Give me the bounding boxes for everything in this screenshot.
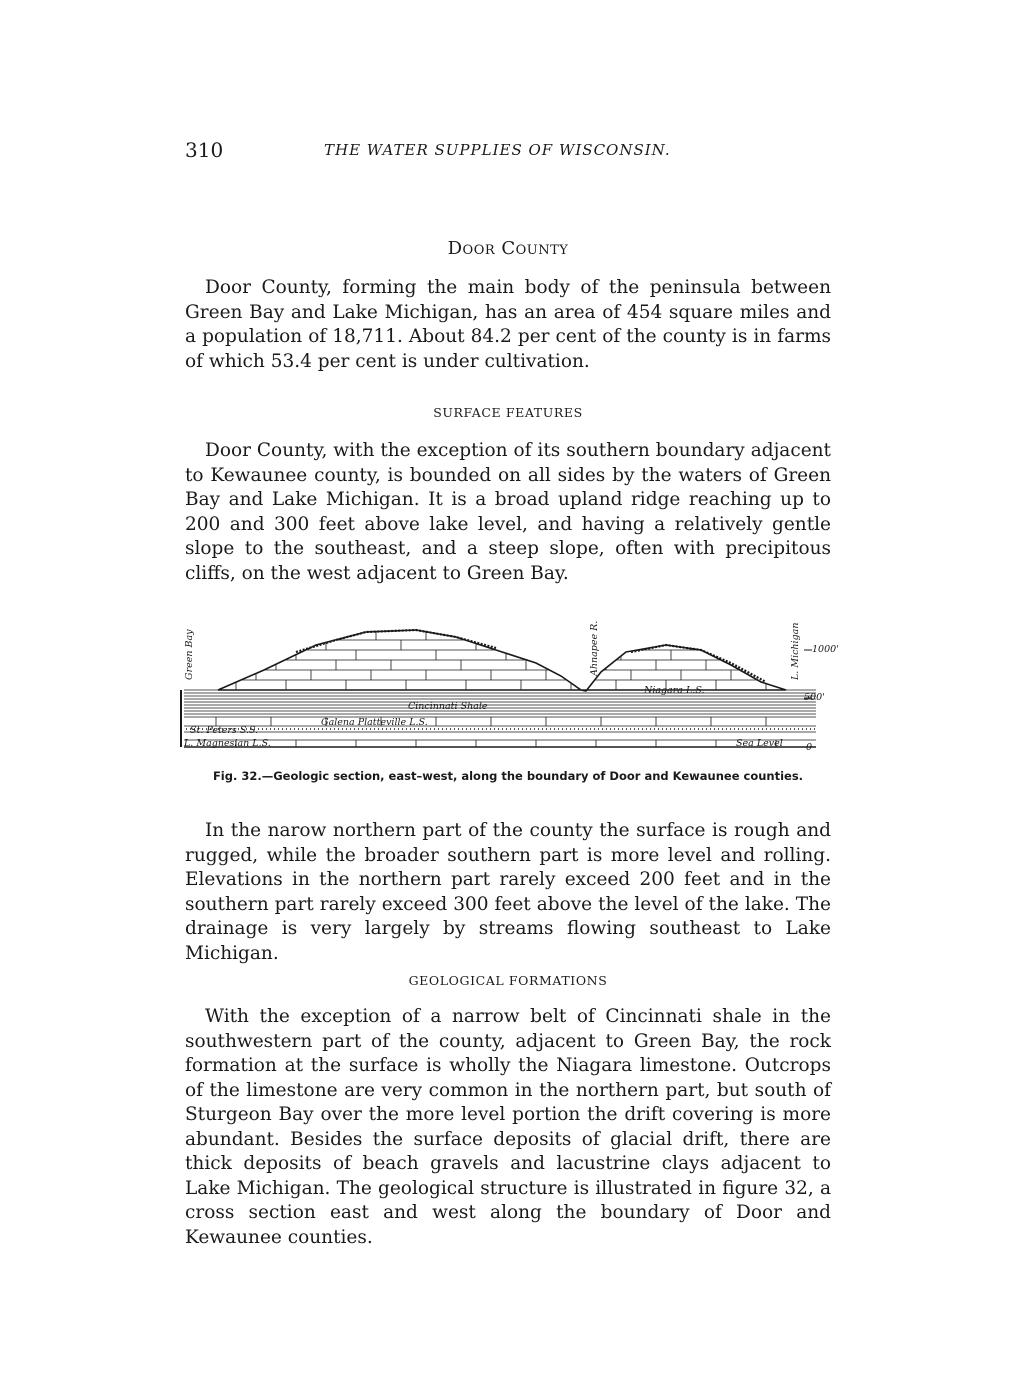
geological-formations-text: With the exception of a narrow belt of Cincinnati shale in the southwestern part of the county, adjacent to Green Bay, the rock formation at the surface is wholly the Niagara limestone. Outcrops of the limestone are very common in the northern part, but south of Sturgeon Bay over the more level portion the drift covering is more abundant. Besides the surface deposits of glacial drift, there are thick deposits of beach gravels and lacustrine clays adjacent to Lake Michigan. The geological structure is illustrated in figure 32, a cross section east and west along the boundary of Door and Kewaunee counties. — [185, 1006, 831, 1248]
label-lake-michigan: L. Michigan — [790, 622, 801, 680]
label-elevation-0: 0 — [806, 742, 813, 753]
surface-features-paragraph-1 — [185, 439, 831, 586]
label-elevation-1000: 1000' — [812, 644, 839, 655]
geological-formations-paragraph — [185, 1005, 831, 1250]
figure-geologic-section — [176, 590, 839, 764]
cincinnati-shale-layer — [184, 690, 816, 714]
label-ahnapee-river: Ahnapee R. — [589, 620, 600, 676]
section-title: Door County — [447, 238, 569, 259]
intro-paragraph — [185, 276, 831, 374]
label-green-bay: Green Bay — [184, 629, 195, 680]
intro-text: Door County, forming the main body of the peninsula between Green Bay and Lake Michigan, has an area of 454 square miles and a population of 18,711. About 84.2 per cent of the county is in farms of which 53.4 per cent is under cultivation. — [185, 277, 831, 372]
page-number: 310 — [185, 138, 224, 162]
label-elevation-500: 500' — [804, 692, 825, 703]
label-galena-platteville: Galena Platteville L.S. — [321, 717, 428, 728]
geological-formations-heading: GEOLOGICAL FORMATIONS — [408, 973, 608, 988]
lower-magnesian-layer — [184, 740, 816, 747]
surface-features-paragraph-2 — [185, 819, 831, 966]
niagara-limestone-ridge — [218, 630, 786, 691]
label-st-peters: St. Peters S.S. — [190, 725, 259, 736]
label-cincinnati-shale: Cincinnati Shale — [408, 701, 488, 712]
surface-features-heading: SURFACE FEATURES — [433, 405, 583, 420]
galena-platteville-layer — [184, 717, 816, 726]
label-lower-magnesian: L. Magnesian L.S. — [184, 738, 271, 749]
label-sea-level: Sea Level — [736, 738, 783, 749]
figure-caption: Fig. 32.—Geologic section, east–west, along the boundary of Door and Kewaunee counties. — [212, 769, 804, 783]
running-title: THE WATER SUPPLIES OF WISCONSIN. — [324, 141, 671, 159]
surface-features-text-2: In the narow northern part of the county the surface is rough and rugged, while the broader southern part is more level and rolling. Elevations in the northern part rarely exceed 200 feet and in the southern part rarely exceed 300 feet above the level of the lake. The drainage is very largely by streams flowing southeast to Lake Michigan. — [185, 820, 831, 964]
label-niagara: Niagara L.S. — [644, 685, 705, 696]
surface-features-text-1: Door County, with the exception of its southern boundary adjacent to Kewaunee county, is bounded on all sides by the waters of Green Bay and Lake Michigan. It is a broad upland ridge reaching up to 200 and 300 feet above lake level, and having a relatively gentle slope to the southeast, and a steep slope, often with precipitous cliffs, on the west adjacent to Green Bay. — [185, 440, 831, 584]
